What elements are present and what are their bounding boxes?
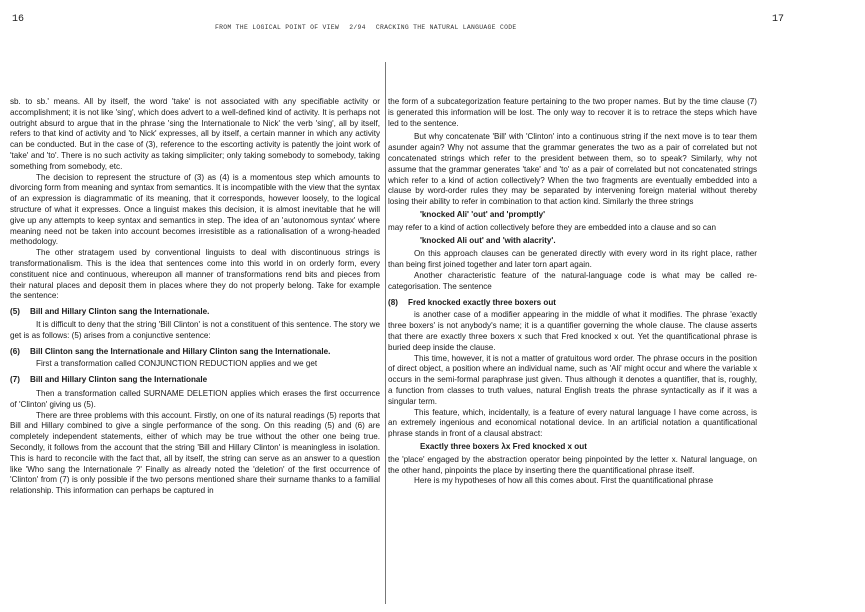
left-column xyxy=(10,97,380,497)
example-number: (6) xyxy=(10,346,20,356)
cited-strings: 'knocked Ali' 'out' and 'promptly' xyxy=(420,209,546,219)
column-divider xyxy=(385,62,386,604)
header-issue: 2/94 xyxy=(349,24,366,31)
paragraph: may refer to a kind of action collectively before they are embedded into a clause and so can xyxy=(388,222,716,232)
header-left-title: FROM THE LOGICAL POINT OF VIEW xyxy=(215,24,340,31)
example-number: (7) xyxy=(10,375,20,385)
example-number: (8) xyxy=(388,297,398,307)
paragraph: sb. to sb.' means. All by itself, the word 'take' is not associated with any specifiable activity or accomplishment; it is not like 'sing', which does advert to a well-defined kind of activity. It is perhaps not outright absurd to argue that in the phrase 'sing the Internationale to Nick' the verb 'sing', all by itself, refers to that kind of activity and 'to Nick' expresses, all by itself, a certain manner in which any activity can be conducted. But in the case of (3), reference to the escorting activity is patently the joint work of 'take' and 'to'. There is no such activity as taking simpliciter; only taking somebody to somebody, taking something from somebody, etc. xyxy=(10,97,380,171)
cited-strings: 'knocked Ali out' and 'with alacrity'. xyxy=(420,235,556,245)
right-column xyxy=(388,97,757,487)
paragraph: The other stratagem used by conventional linguists to deal with discontinuous strings is transformationalism. This is the idea that sentences come into this world in on orderly form, every constituent nice and continuous, whereupon all manner of transformations rend bits and pieces from their natural places and deposit them in places where they do not properly belong. Take for example the sentence: xyxy=(10,248,380,301)
example-text: Bill Clinton sang the Internationale and Hillary Clinton sang the Internationale. xyxy=(30,346,331,356)
paragraph: This feature, which, incidentally, is a feature of every natural language I have come across, is an extremely ingenious and economical notational device. In an artificial notation a quantificational phrase stands in front of a clausal abstract: xyxy=(388,407,757,439)
page-number-left: 16 xyxy=(12,14,25,25)
paragraph: the 'place' engaged by the abstraction operator being pinpointed by the letter x. Natural language, on the other hand, pinpoints the place by inserting there the quantificational phrase itself. xyxy=(388,454,757,475)
example-text: Fred knocked exactly three boxers out xyxy=(408,297,556,307)
example-6 xyxy=(10,347,380,358)
paragraph: There are three problems with this account. Firstly, on one of its natural readings (5) reports that Bill and Hillary combined to give a single performance of the song. On this reading (5) and (6) are completely independent statements, either of which may be true without the other one being true. Secondly, it follows from the account that the string 'Bill and Hillary Clinton' is meaningless in isolation. This is hard to reconcile with the fact that, all by itself, the string can serve as an answer to a question like 'Who sang the Internationale ?' Finally as already noted the 'deletion' of the first occurrence of 'Clinton' from (7) is only possible if the two persons mentioned share their surname thanks to a familial relationship. This information can perhaps be captured in xyxy=(10,410,380,496)
paragraph: This time, however, it is not a matter of gratuitous word order. The phrase occurs in the position of direct object, a position where an individual name, such as 'Ali' might occur and where the variable x occurs in the semi-formal paraphrase just given. Thus although it denotes a quantifier, that is, roughly, a function from classes to truth values, natural English treats the phrase syntactically as if it was a singular term. xyxy=(388,353,757,406)
paragraph: Here is my hypotheses of how all this comes about. First the quantificational phrase xyxy=(414,476,714,486)
paragraph: It is difficult to deny that the string 'Bill Clinton' is not a constituent of this sentence. The story we get is as follows: (5) arises from a conjunctive sentence: xyxy=(10,319,380,340)
example-text: Bill and Hillary Clinton sang the Internationale xyxy=(30,375,208,385)
formula: Exactly three boxers λx Fred knocked x out xyxy=(420,441,587,451)
paragraph: is another case of a modifier appearing in the middle of what it modifies. The phrase 'exactly three boxers' is not anybody's name; it is a quantifier governing the whole clause. The clause asserts that there are exactly three boxers x such that Fred knocked x out. Yet the quantificational phrase is buried deep inside the clause. xyxy=(388,310,757,352)
header-right-title: CRACKING THE NATURAL LANGUAGE CODE xyxy=(375,24,517,31)
example-number: (5) xyxy=(10,307,20,317)
paragraph: the form of a subcategorization feature pertaining to the two proper names. But by the time clause (7) is generated this information will be lost. The only way to recover it is to retrace the steps which have led to the sentence. xyxy=(388,97,757,128)
paragraph: Then a transformation called SURNAME DELETION applies which erases the first occurrence of 'Clinton' giving us (5). xyxy=(10,388,380,409)
example-5 xyxy=(10,307,380,318)
paragraph: Another characteristic feature of the natural-language code is what may be called re-categorisation. The sentence xyxy=(388,270,757,291)
paragraph: First a transformation called CONJUNCTION REDUCTION applies and we get xyxy=(36,359,318,369)
example-7 xyxy=(10,375,380,386)
paragraph: On this approach clauses can be generated directly with every word in its right place, rather than being first joined together and later torn apart again. xyxy=(388,249,757,270)
example-8 xyxy=(388,298,757,309)
paragraph: But why concatenate 'Bill' with 'Clinton' into a continuous string if the next move is to tear them asunder again? Why not assume that the grammar generates the two as a pair of correlated but not concatenated strings which refer to the president between them, so to speak? Similarly, why not assume that the grammar generates 'take' and 'to' as a pair of correlated but not concatenated strings which refer to a kind of action collectively? When the two fragments are eventually embedded into a clause by word-order rules they may be separated by intervening foreign material without thereby losing their ability to refer in combination to that action kind. Similarly the three strings xyxy=(388,132,757,207)
page-number-right: 17 xyxy=(772,14,785,25)
example-text: Bill and Hillary Clinton sang the Internationale. xyxy=(30,307,210,317)
running-header xyxy=(215,24,615,31)
paragraph: The decision to represent the structure of (3) as (4) is a momentous step which amounts to divorcing form from meaning and syntax from semantics. It is incompatible with the view that the syntax of an expression is diagrammatic of its meaning, that it corresponds, however loosely, to the logical structure of what it expresses. Once a linguist makes this decision, it is almost inevitable that he will give up any attempts to keep syntax and semantics in step. The idea of an 'autonomous syntax' where meaning need not be taken into account becomes irresistible as a rationalisation of a wrong-headed methodology. xyxy=(10,172,380,247)
